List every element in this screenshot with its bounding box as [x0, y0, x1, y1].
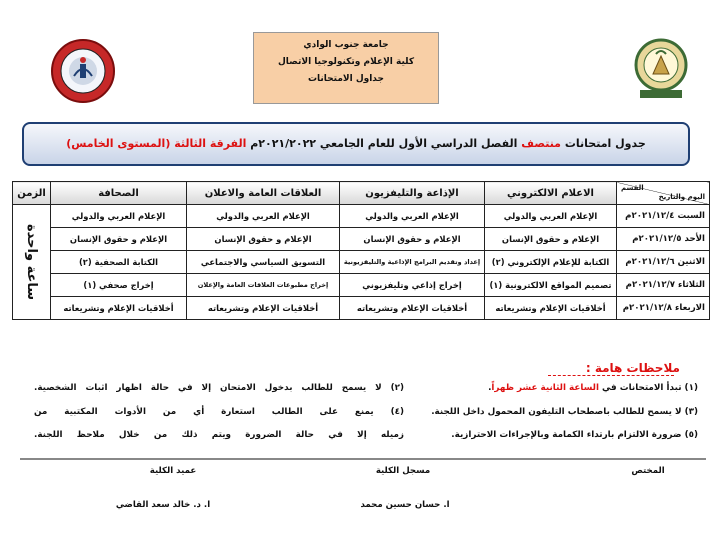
- table-cell: الإعلام العربي والدولي: [340, 205, 485, 228]
- university-name: جامعة جنوب الوادي: [303, 40, 389, 50]
- title-part2: الفصل الدراسي الأول للعام الجامعي ٢٠٢١/٢٠٢٢م: [250, 137, 518, 150]
- table-cell: الإعلام العربي والدولي: [187, 205, 340, 228]
- row-day: الاثنين ٢٠٢١/١٢/٦م: [617, 251, 710, 274]
- university-logo-icon: [632, 38, 690, 100]
- note-3: (٣) لا يسمح للطالب باصطحاب التليفون المحمول داخل اللجنة.: [431, 407, 698, 417]
- corner-bottom: اليوم والتاريخ: [658, 193, 705, 201]
- schedule-table: [12, 181, 709, 320]
- note-5: (٥) ضرورة الالتزام بارتداء الكمامة وبالإجراءات الاحترازية.: [451, 430, 698, 440]
- table-cell: الإعلام العربي والدولي: [485, 205, 617, 228]
- table-row: [13, 251, 710, 274]
- header-pr: العلاقات العامة والاعلان: [187, 182, 340, 205]
- table-cell: التسويق السياسي والاجتماعي: [187, 251, 340, 274]
- time-cell: ساعة واحدة: [13, 205, 51, 320]
- header-time: الزمن: [13, 182, 51, 205]
- title-red1: منتصف: [521, 137, 561, 150]
- note-1-text: (١) تبدأ الامتحانات في: [598, 383, 698, 393]
- signature-title-registrar: مسجل الكلية: [375, 466, 431, 476]
- table-row: [13, 205, 710, 228]
- table-row: [13, 274, 710, 297]
- faculty-name: كلية الإعلام وتكنولوجيا الاتصال: [277, 57, 415, 67]
- note-1-highlight: الساعة الثانية عشر ظهراً: [491, 383, 599, 393]
- row-day: الاربعاء ٢٠٢١/١٢/٨م: [617, 297, 710, 320]
- title-red2: الفرقة الثالثة (المستوى الخامس): [66, 137, 247, 150]
- corner-cell: [617, 182, 710, 205]
- signature-name-dean: ا. د. خالد سعد القاضي: [115, 500, 211, 510]
- notes-title-underline: [548, 375, 674, 376]
- table-cell: الإعلام و حقوق الإنسان: [187, 228, 340, 251]
- table-row: [13, 228, 710, 251]
- signature-name-registrar: ا. حسان حسين محمد: [360, 500, 450, 510]
- table-cell: الإعلام و حقوق الإنسان: [51, 228, 187, 251]
- page-title: [22, 122, 690, 166]
- row-day: الأحد ٢٠٢١/١٢/٥م: [617, 228, 710, 251]
- table-cell: أخلاقيات الإعلام وتشريعاته: [51, 297, 187, 320]
- header-journalism: الصحافة: [51, 182, 187, 205]
- signature-divider: [20, 458, 706, 460]
- note-1: [405, 383, 698, 393]
- table-cell: أخلاقيات الإعلام وتشريعاته: [340, 297, 485, 320]
- note-1-end: .: [488, 383, 492, 393]
- table-cell: الإعلام العربي والدولي: [51, 205, 187, 228]
- signature-title-dean: عميد الكلية: [149, 466, 197, 476]
- corner-top: القسم: [621, 184, 644, 192]
- table-header-row: [13, 182, 710, 205]
- header-box: [253, 32, 439, 104]
- table-cell: أخلاقيات الإعلام وتشريعاته: [485, 297, 617, 320]
- table-cell: الكتابة الصحفية (٢): [51, 251, 187, 274]
- table-cell: أخلاقيات الإعلام وتشريعاته: [187, 297, 340, 320]
- row-day: السبت ٢٠٢١/١٢/٤م: [617, 205, 710, 228]
- table-cell: تصميم المواقع الالكترونية (١): [485, 274, 617, 297]
- signature-title-specialist: المختص: [631, 466, 665, 476]
- header-electronic: الاعلام الالكتروني: [485, 182, 617, 205]
- table-row: [13, 297, 710, 320]
- notes-title: ملاحظات هامة :: [585, 361, 680, 375]
- faculty-logo-icon: [50, 38, 116, 104]
- row-day: الثلاثاء ٢٠٢١/١٢/٧م: [617, 274, 710, 297]
- doc-name: جداول الامتحانات: [307, 74, 384, 84]
- header-broadcast: الإذاعة والتليفزيون: [340, 182, 485, 205]
- table-cell: إخراج مطبوعات العلاقات العامة والإعلان: [187, 274, 340, 297]
- note-2: (٢) لا يسمح للطالب بدخول الامتحان إلا في حالة اظهار اثبات الشخصية.: [34, 383, 404, 393]
- table-cell: إعداد وتقديم البرامج الإذاعية والتليفزيونية: [340, 251, 485, 274]
- note-4: (٤) يمنع على الطالب استعارة أي من الأدوات المكتبية من: [34, 407, 404, 417]
- table-cell: الإعلام و حقوق الإنسان: [485, 228, 617, 251]
- title-part1: جدول امتحانات: [564, 137, 646, 150]
- table-cell: إخراج إذاعي وتليفزيوني: [340, 274, 485, 297]
- table-cell: إخراج صحفي (١): [51, 274, 187, 297]
- table-cell: الكتابة للإعلام الإلكتروني (٢): [485, 251, 617, 274]
- table-cell: الإعلام و حقوق الإنسان: [340, 228, 485, 251]
- note-4-cont: زميله إلا في حالة الضرورة ويتم ذلك من خلال ملاحظ اللجنة.: [34, 430, 404, 440]
